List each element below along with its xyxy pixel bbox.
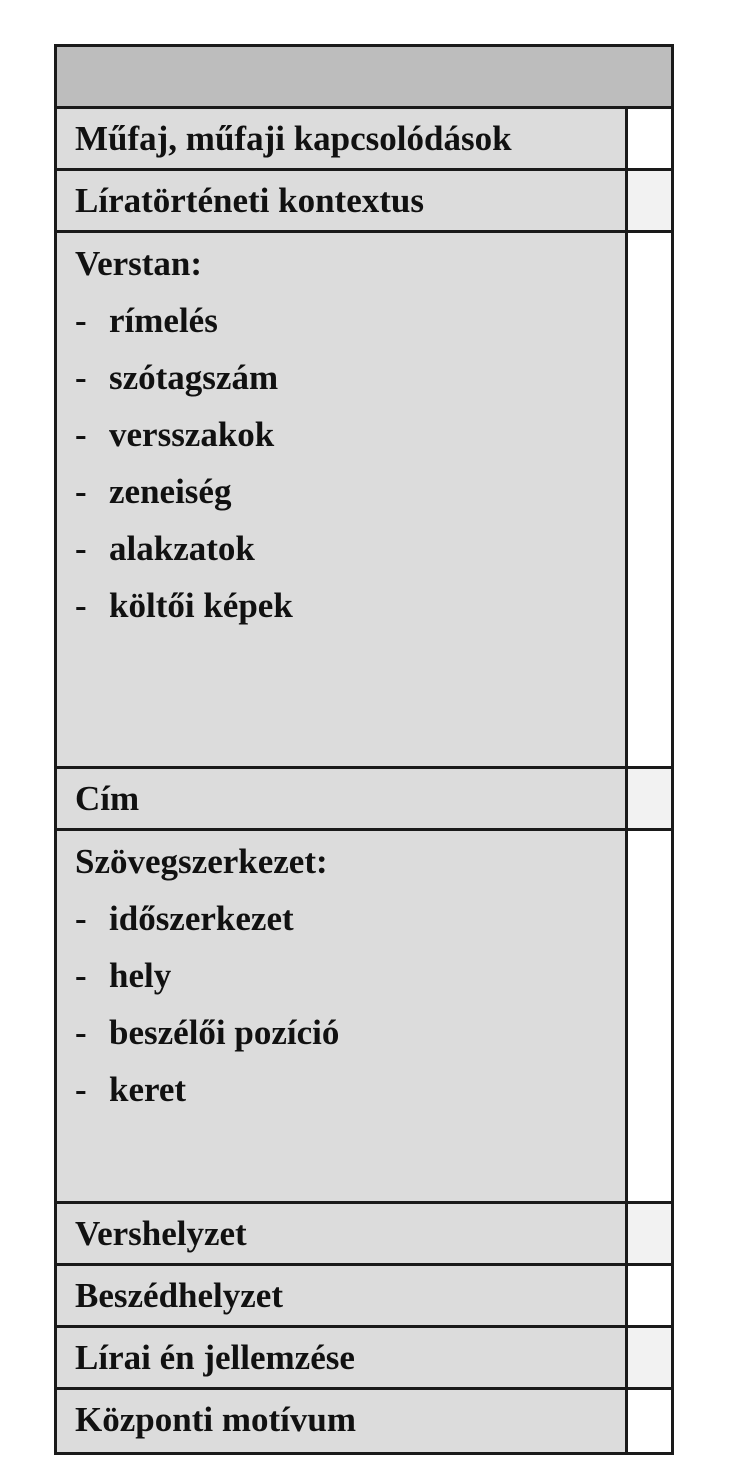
row-label: Lírai én jellemzése	[57, 1328, 628, 1387]
list-item	[75, 577, 625, 634]
row-label: Műfaj, műfaji kapcsolódások	[57, 109, 628, 168]
row-value-cell[interactable]	[628, 831, 671, 1201]
row-label: Vershelyzet	[57, 1204, 628, 1263]
list-item	[75, 890, 625, 947]
list-item-text: hely	[109, 956, 172, 995]
row-value-cell[interactable]	[628, 171, 671, 230]
row-label: Cím	[57, 769, 628, 828]
list-item	[75, 520, 625, 577]
dash-marker: -	[75, 1013, 87, 1052]
dash-marker: -	[75, 472, 87, 511]
row-value-cell[interactable]	[628, 1266, 671, 1325]
dash-marker: -	[75, 956, 87, 995]
table-row-verstan	[57, 233, 671, 769]
row-value-cell[interactable]	[628, 109, 671, 168]
table-row-lirai-en	[57, 1328, 671, 1390]
list-item	[75, 947, 625, 1004]
table-row-liratorteneti	[57, 171, 671, 233]
list-item-text: zeneiség	[109, 472, 232, 511]
row-value-cell[interactable]	[628, 769, 671, 828]
dash-marker: -	[75, 586, 87, 625]
list-item	[75, 1061, 625, 1118]
verstan-heading: Verstan:	[75, 244, 203, 283]
list-item	[75, 406, 625, 463]
list-item-text: időszerkezet	[109, 899, 294, 938]
dash-marker: -	[75, 529, 87, 568]
dash-marker: -	[75, 899, 87, 938]
dash-marker: -	[75, 358, 87, 397]
row-value-cell[interactable]	[628, 1204, 671, 1263]
row-label: Központi motívum	[57, 1390, 628, 1452]
analysis-table	[54, 44, 674, 1455]
table-row-cim	[57, 769, 671, 831]
table-row-kozponti	[57, 1390, 671, 1452]
row-label: Beszédhelyzet	[57, 1266, 628, 1325]
list-item-text: alakzatok	[109, 529, 255, 568]
table-header	[57, 47, 671, 109]
list-item-text: rímelés	[109, 301, 218, 340]
szovegszerkezet-heading: Szövegszerkezet:	[75, 842, 328, 881]
row-value-cell[interactable]	[628, 1390, 671, 1452]
list-item-text: beszélői pozíció	[109, 1013, 340, 1052]
row-value-cell[interactable]	[628, 233, 671, 766]
dash-marker: -	[75, 1070, 87, 1109]
table-row-szovegszerkezet	[57, 831, 671, 1204]
list-item-text: költői képek	[109, 586, 293, 625]
list-item	[75, 1004, 625, 1061]
row-label: Líratörténeti kontextus	[57, 171, 628, 230]
row-label-verstan	[57, 233, 628, 766]
table-row-vershelyzet	[57, 1204, 671, 1266]
list-item-text: keret	[109, 1070, 187, 1109]
list-item-text: versszakok	[109, 415, 275, 454]
dash-marker: -	[75, 415, 87, 454]
row-label-szovegszerkezet	[57, 831, 628, 1201]
list-item-text: szótagszám	[109, 358, 279, 397]
dash-marker: -	[75, 301, 87, 340]
table-row-mufaj	[57, 109, 671, 171]
list-item	[75, 463, 625, 520]
list-item	[75, 349, 625, 406]
table-row-beszedhelyzet	[57, 1266, 671, 1328]
list-item	[75, 292, 625, 349]
row-value-cell[interactable]	[628, 1328, 671, 1387]
